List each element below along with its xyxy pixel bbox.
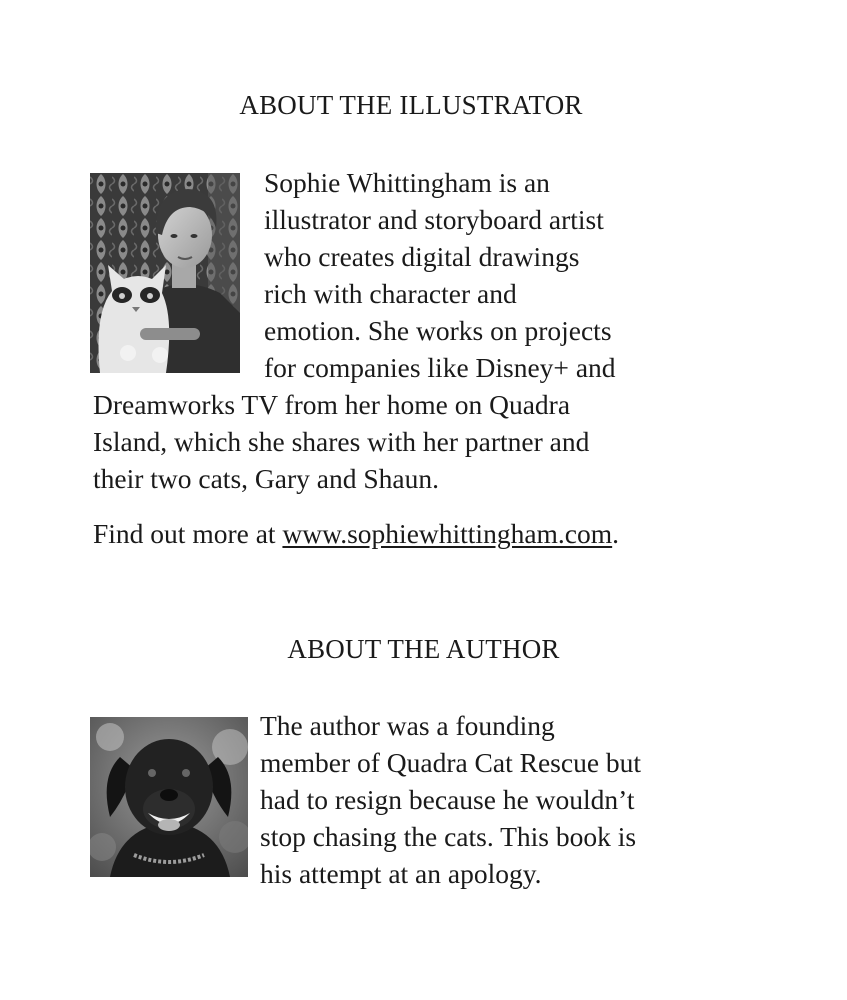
author-bio [260,707,641,892]
bio-line: Dreamworks TV from her home on Quadra [93,389,571,420]
author-heading: ABOUT THE AUTHOR [287,634,560,664]
bio-line: his attempt at an apology. [260,858,542,889]
author-photo [90,717,248,877]
illustrator-bio [93,164,616,497]
bio-line: Sophie Whittingham is an [264,167,550,198]
bio-line: emotion. She works on projects [264,315,612,346]
illustrator-heading: ABOUT THE ILLUSTRATOR [239,90,583,120]
bio-line: had to resign because he wouldn’t [260,784,635,815]
illustrator-photo [90,173,240,373]
find-more-prefix: Find out more at [93,518,283,549]
bio-line: rich with character and [264,278,517,309]
bio-line: illustrator and storyboard artist [264,204,604,235]
bio-line: their two cats, Gary and Shaun. [93,463,439,494]
bio-line: member of Quadra Cat Rescue but [260,747,642,778]
website-link[interactable]: www.sophiewhittingham.com [282,518,613,549]
find-more-suffix: . [612,518,620,549]
bio-line: Island, which she shares with her partner and [93,426,590,457]
find-more-text [93,515,619,552]
bio-line: The author was a founding [260,710,555,741]
bio-line: for companies like Disney+ and [264,352,616,383]
bio-line: stop chasing the cats. This book is [260,821,637,852]
bio-line: who creates digital drawings [264,241,580,272]
